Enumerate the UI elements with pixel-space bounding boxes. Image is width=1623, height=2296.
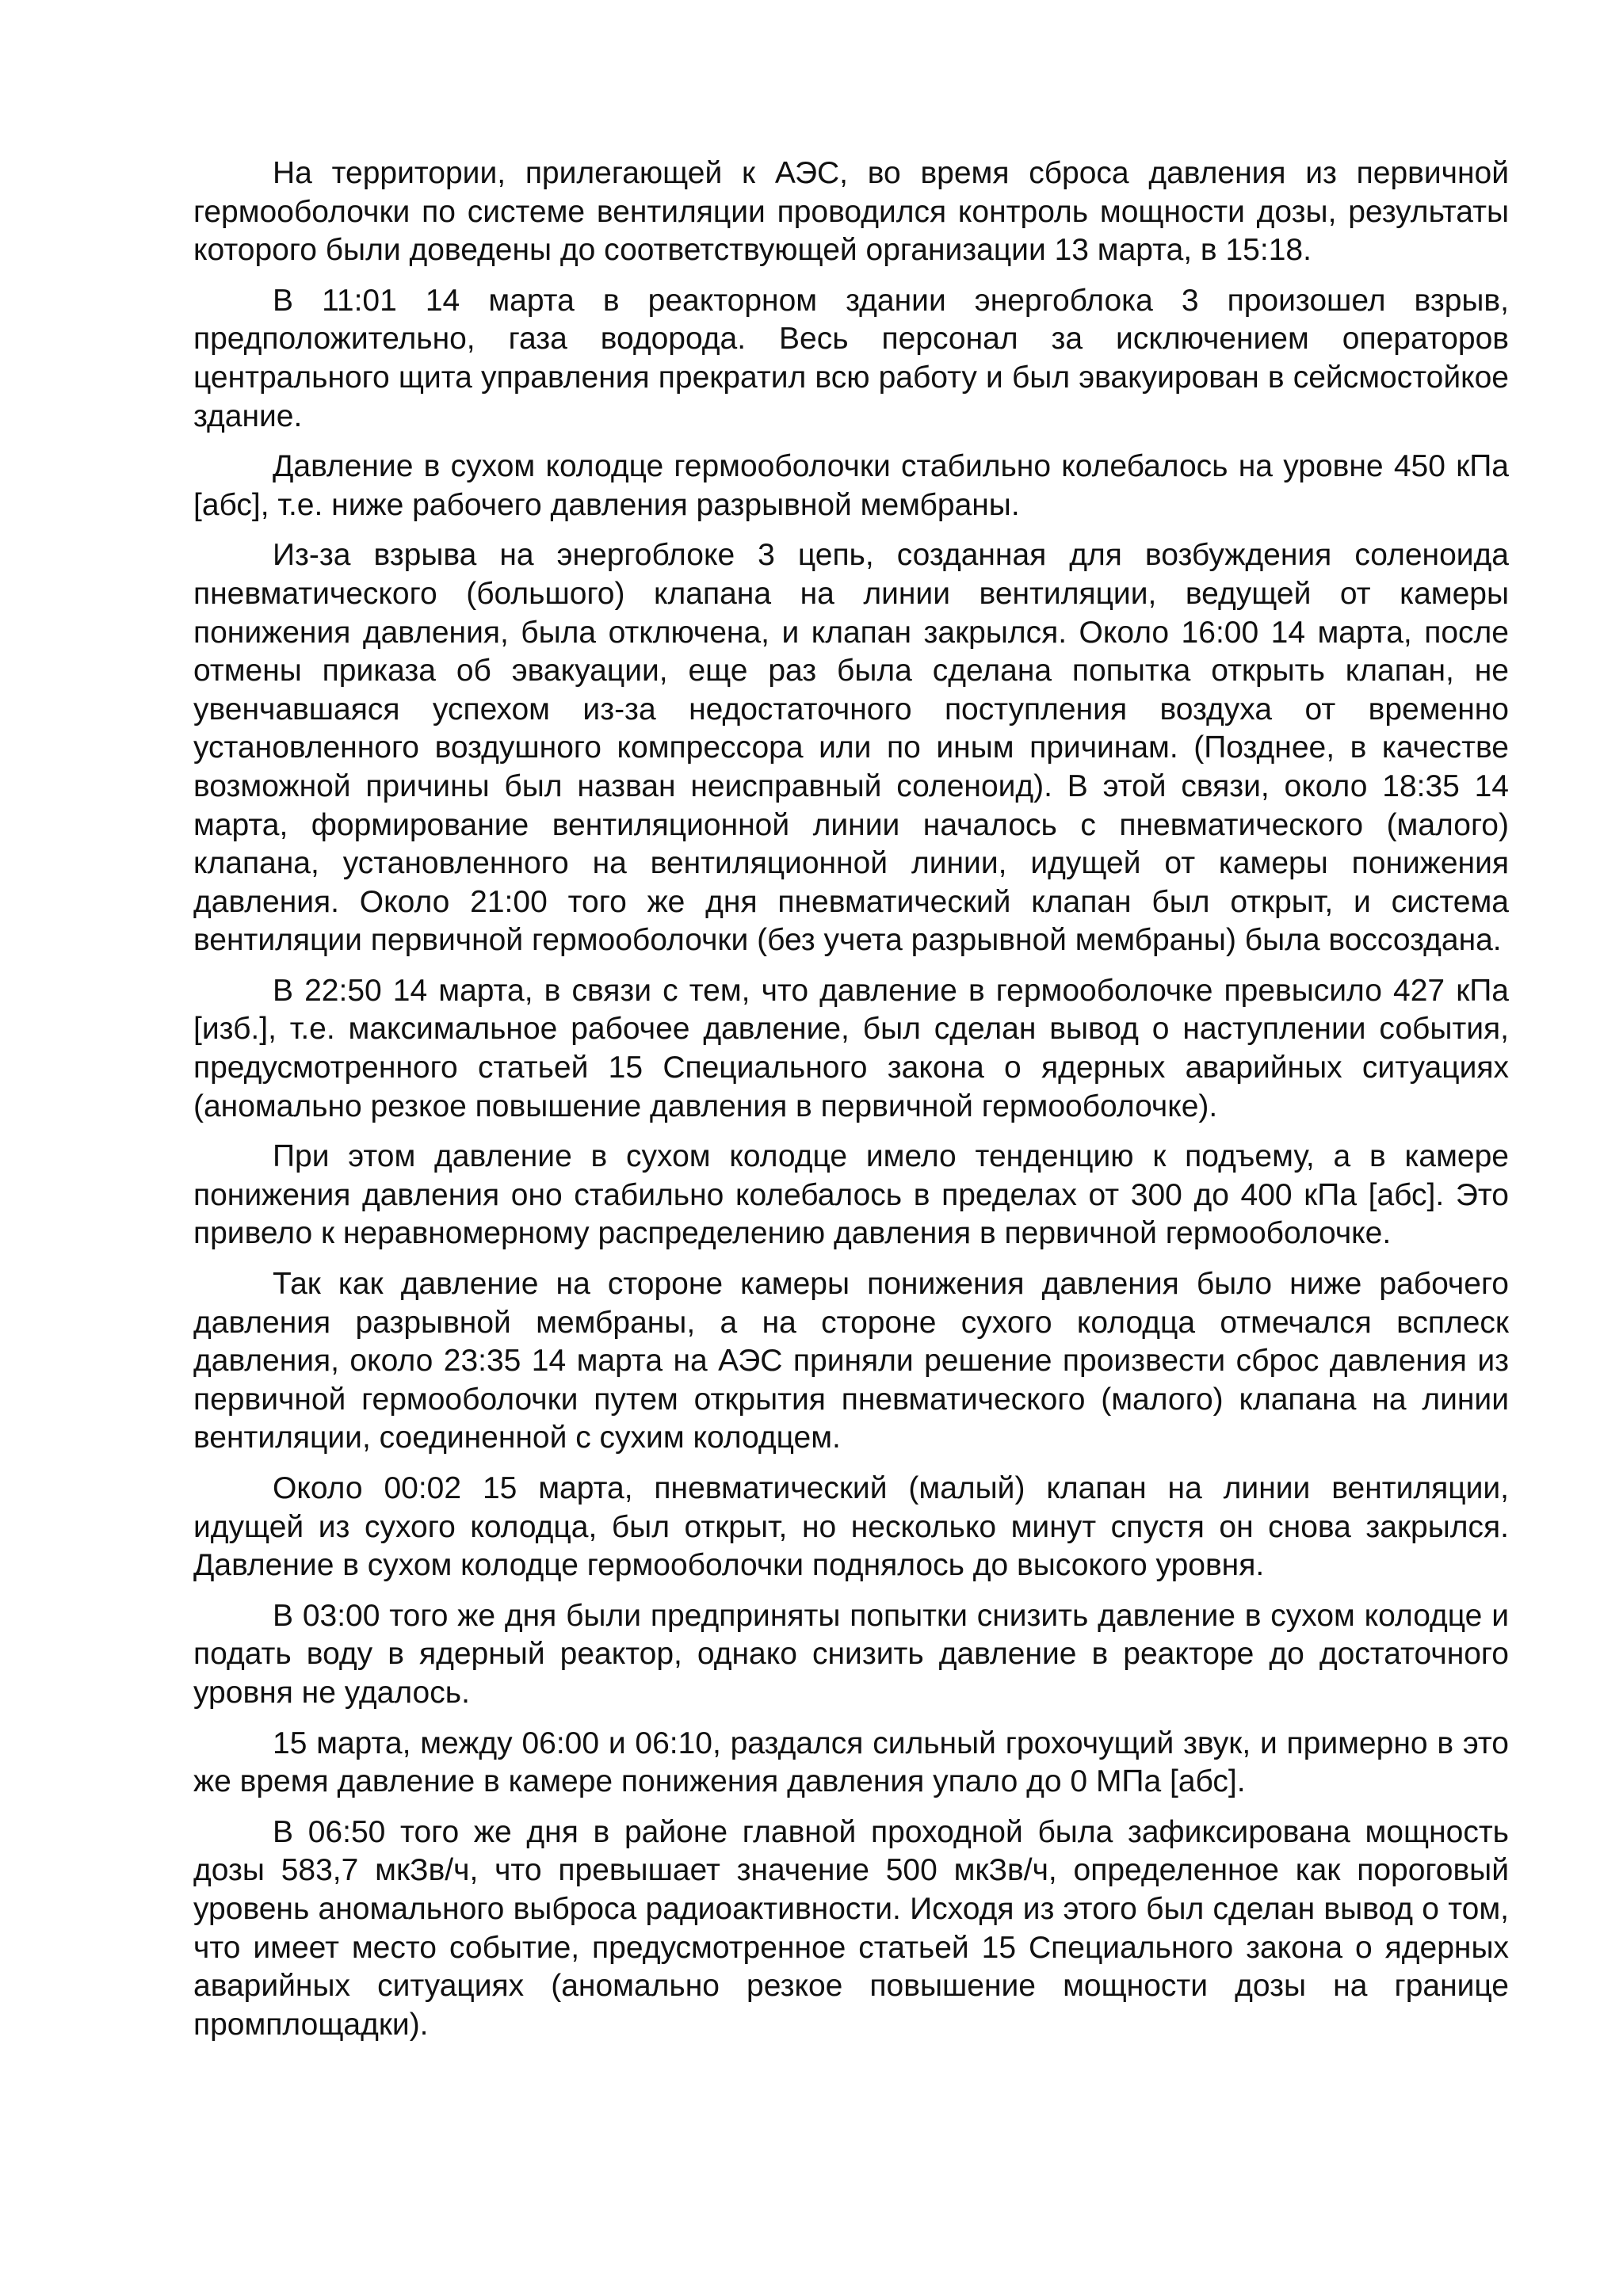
paragraph: Около 00:02 15 марта, пневматический (малый) клапан на линии вентиляции, идущей из сухого колодца, был открыт, но несколько минут спустя он снова закрылся. Давление в сухом колодце гермооболочки поднялось до высокого уровня. [193,1471,1509,1583]
paragraph: Давление в сухом колодце гермооболочки стабильно колебалось на уровне 450 кПа [абс], т.е. ниже рабочего давления разрывной мембраны. [193,449,1509,522]
paragraph: В 11:01 14 марта в реакторном здании энергоблока 3 произошел взрыв, предположительно, газа водорода. Весь персонал за исключением операторов центрального щита управления прекратил всю работу и был эвакуирован в сейсмостойкое здание. [193,283,1509,433]
paragraph: В 03:00 того же дня были предприняты попытки снизить давление в сухом колодце и подать воду в ядерный реактор, однако снизить давление в реакторе до достаточного уровня не удалось. [193,1598,1509,1710]
paragraph: Так как давление на стороне камеры понижения давления было ниже рабочего давления разрывной мембраны, а на стороне сухого колодца отмечался всплеск давления, около 23:35 14 марта на АЭС приняли решение произвести сброс давления из первичной гермооболочки путем открытия пневматического (малого) клапана на линии вентиляции, соединенной с сухим колодцем. [193,1267,1509,1455]
paragraph: 15 марта, между 06:00 и 06:10, раздался сильный грохочущий звук, и примерно в это же время давление в камере понижения давления упало до 0 МПа [абс]. [193,1726,1509,1799]
paragraph: В 22:50 14 марта, в связи с тем, что давление в гермооболочке превысило 427 кПа [изб.], т.е. максимальное рабочее давление, был сделан вывод о наступлении события, предусмотренного статьей 15 Специального закона о ядерных аварийных ситуациях (аномально резкое повышение давления в первичной гермооболочке). [193,973,1509,1123]
paragraph: В 06:50 того же дня в районе главной проходной была зафиксирована мощность дозы 583,7 мкЗв/ч, что превышает значение 500 мкЗв/ч, определенное как пороговый уровень аномального выброса радиоактивности. Исходя из этого был сделан вывод о том, что имеет место событие, предусмотренное статьей 15 Специального закона о ядерных аварийных ситуациях (аномально резкое повышение мощности дозы на границе промплощадки). [193,1814,1509,2042]
paragraph: На территории, прилегающей к АЭС, во время сброса давления из первичной гермооболочки по системе вентиляции проводился контроль мощности дозы, результаты которого были доведены до соответствующей организации 13 марта, в 15:18. [193,156,1509,268]
paragraph: При этом давление в сухом колодце имело тенденцию к подъему, а в камере понижения давления оно стабильно колебалось в пределах от 300 до 400 кПа [абс]. Это привело к неравномерному распределению давления в первичной гермооболочке. [193,1139,1509,1251]
paragraph: Из-за взрыва на энергоблоке 3 цепь, созданная для возбуждения соленоида пневматического (большого) клапана на линии вентиляции, ведущей от камеры понижения давления, была отключена, и клапан закрылся. Около 16:00 14 марта, после отмены приказа об эвакуации, еще раз была сделана попытка открыть клапан, не увенчавшаяся успехом из-за недостаточного поступления воздуха от временно установленного воздушного компрессора или по иным причинам. (Позднее, в качестве возможной причины был назван неисправный соленоид). В этой связи, около 18:35 14 марта, формирование вентиляционной линии началось с пневматического (малого) клапана, установленного на вентиляционной линии, идущей от камеры понижения давления. Около 21:00 того же дня пневматический клапан был открыт, и система вентиляции первичной гермооболочки (без учета разрывной мембраны) была воссоздана. [193,538,1509,958]
document-page [193,154,1509,2056]
